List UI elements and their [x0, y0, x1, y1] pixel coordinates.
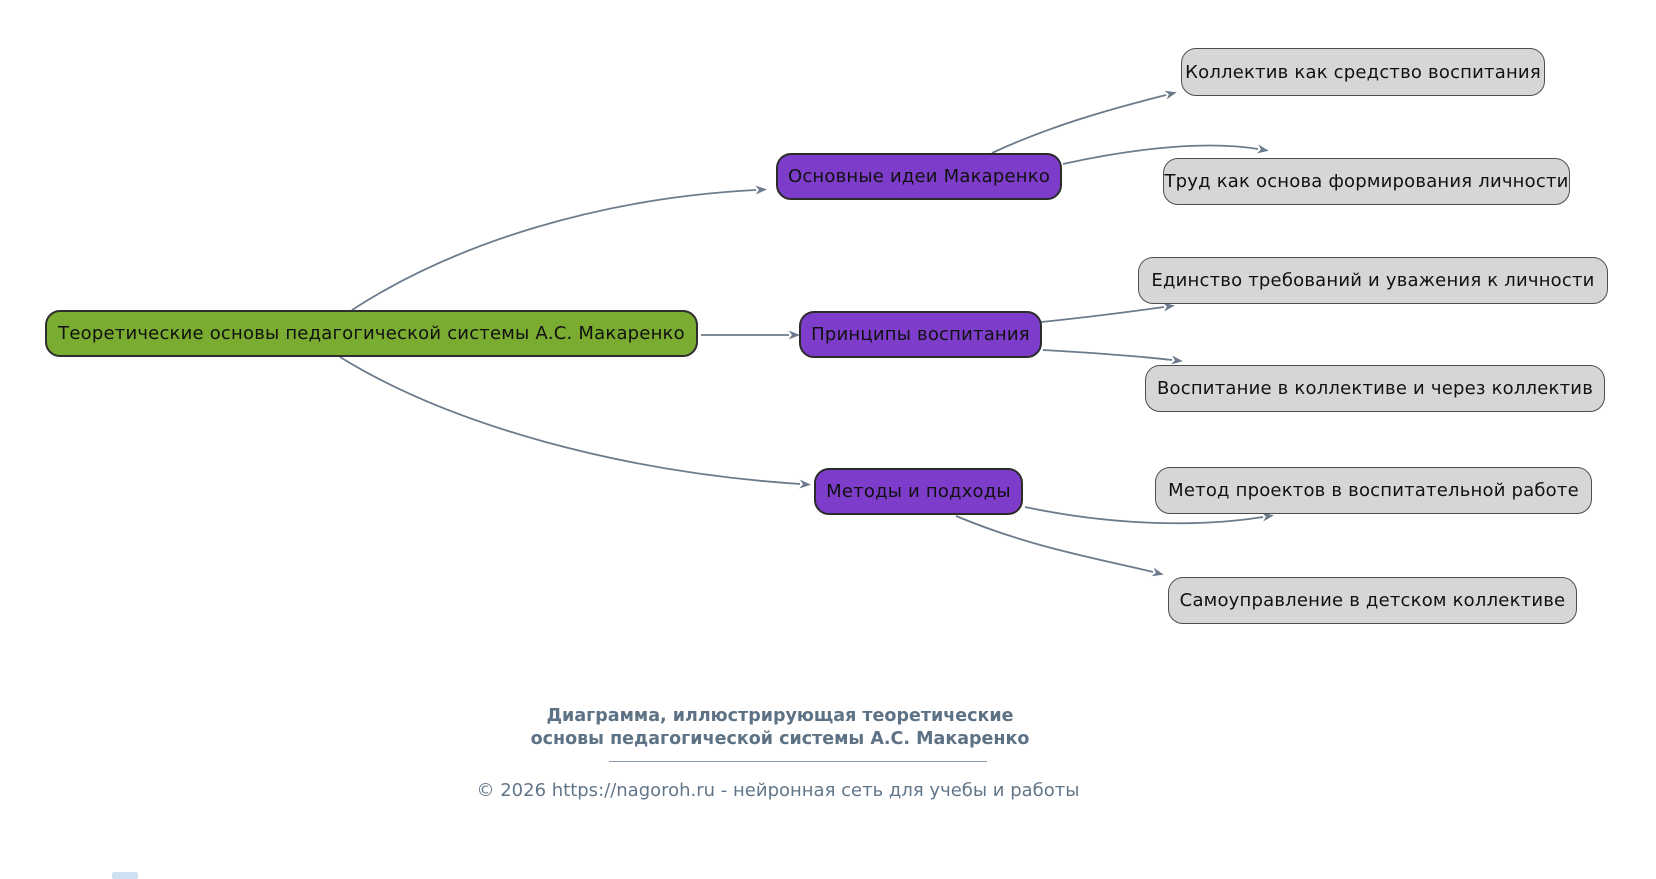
- leaf-node-trud: Труд как основа формирования личности: [1163, 158, 1570, 205]
- leaf-node-vospitanie: Воспитание в коллективе и через коллектив: [1145, 365, 1605, 412]
- leaf-node-kollektiv: Коллектив как средство воспитания: [1181, 48, 1545, 96]
- branch-node-printsipy-vospitaniya: Принципы воспитания: [799, 311, 1042, 358]
- leaf-node-metod-proektov: Метод проектов в воспитательной работе: [1155, 467, 1592, 514]
- caption-line-2: основы педагогической системы А.С. Макаренко: [530, 729, 1030, 749]
- edge-root-to-branch-3: [340, 357, 800, 484]
- leaf-node-samoupravlenie: Самоуправление в детском коллективе: [1168, 577, 1577, 624]
- diagram-caption: [380, 705, 1180, 751]
- edge-branch-2-to-leaf-4: [1043, 350, 1172, 360]
- caption-line-1: Диаграмма, иллюстрирующая теоретические: [546, 706, 1014, 726]
- branch-node-metody-i-podkhody: Методы и подходы: [814, 468, 1023, 515]
- bottom-edge-artifact: [112, 872, 138, 879]
- copyright-footer: © 2026 https://nagoroh.ru - нейронная сеть для учебы и работы: [476, 780, 1080, 801]
- edge-branch-2-to-leaf-3: [1041, 307, 1164, 322]
- caption-separator-line: [609, 761, 987, 762]
- root-node: Теоретические основы педагогической системы А.С. Макаренко: [45, 310, 698, 357]
- branch-node-osnovnye-idei: Основные идеи Макаренко: [776, 153, 1062, 200]
- edge-root-to-branch-1: [352, 190, 756, 310]
- edge-branch-1-to-leaf-1: [992, 95, 1166, 153]
- leaf-node-edinstvo: Единство требований и уважения к личности: [1138, 257, 1608, 304]
- edge-branch-3-to-leaf-6: [956, 516, 1153, 572]
